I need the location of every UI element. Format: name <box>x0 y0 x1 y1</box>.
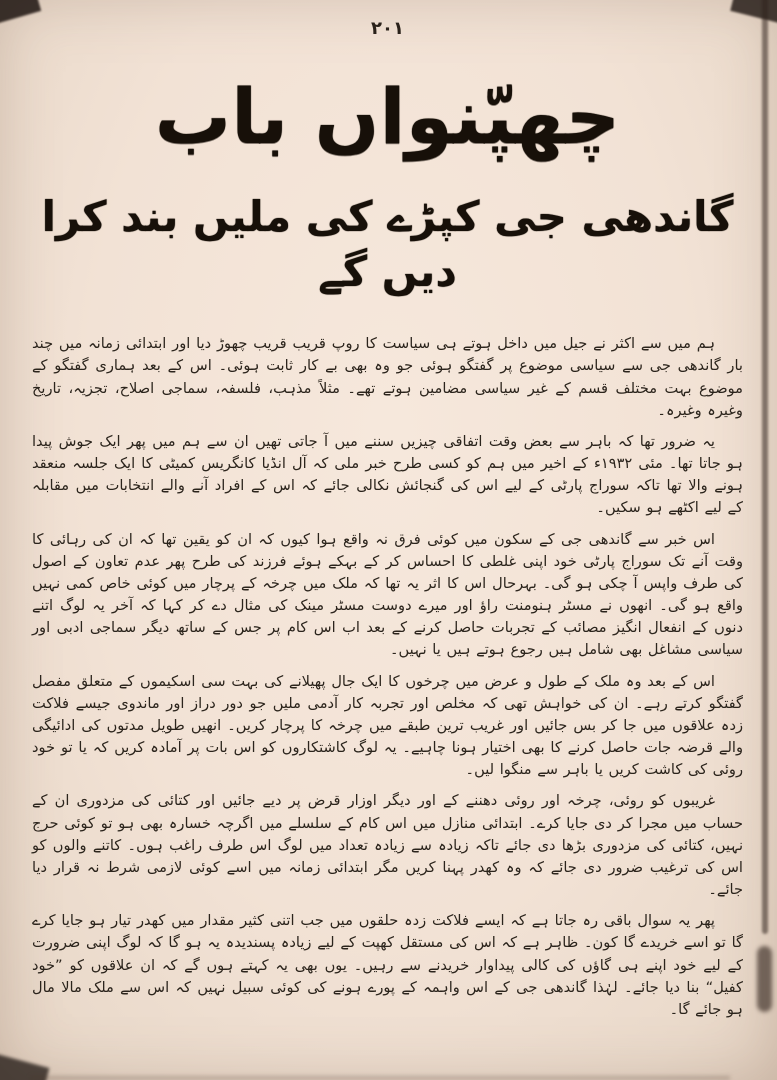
chapter-title: چھپّنواں باب <box>154 72 621 161</box>
paragraph-5: غریبوں کو روئی، چرخہ اور روئی دھننے کے اور دیگر اوزار قرض پر دیے جائیں اور کتائی کی مزدوری ان کے حساب میں مجرا کر دی جایا کرے۔ ابتدائی منازل میں اس کام کے سلسلے میں اگرچہ خسارہ بھی ہو تو کوئی حرج نہیں، کتائی کی مزدوری بڑھا دی جائے تاکہ زیادہ سے زیادہ تعداد میں لوگ اس طرف راغب ہوں۔ کاتنے والوں کو اس کی ترغیب ضرور دی جائے کہ وہ کھدر پہنا کریں مگر ابتدائی زمانہ میں اسے کوئی لازمی شرط نہ قرار دیا جائے۔ <box>32 792 743 899</box>
scan-artifact-right-edge <box>762 0 768 934</box>
page-number: ۲۰۱ <box>371 18 404 39</box>
paragraph-6: پھر یہ سوال باقی رہ جاتا ہے کہ ایسے فلاکت زدہ حلقوں میں جب اتنی کثیر مقدار میں کھدر تیار ہو جایا کرے گا تو اسے خریدے گا کون۔ ظاہر ہے کہ اس کی مستقل کھپت کے لیے زیادہ پسندیدہ یہ ہو گا کہ لوگ اپنی ضرورت کے لیے خود اپنے ہی گاؤں کی کالی پیداوار خریدنے سے رہیں۔ یوں بھی یہ کہتے ہوں گے کہ ان علاقوں کو ”خود کفیل“ بنا دیا جائے۔ لہٰذا گاندھی جی کے اس واہمہ کے پورے ہونے کی کوئی سبیل نہیں کہ اس سے ملک مالا مال ہو جائے گا۔ <box>32 912 743 1018</box>
body-text <box>32 333 743 1021</box>
paragraph-4: اس کے بعد وہ ملک کے طول و عرض میں چرخوں کا ایک جال پھیلانے کی بہت سی اسکیموں کے متعلق مفصل گفتگو کرتے رہے۔ ان کی خواہش تھی کہ مخلص اور تجربہ کار آدمی ملیں جو دور دراز اور ماندوی جیسے فلاکت زدہ علاقوں میں جا کر بس جائیں اور غریب ترین طبقے میں چرخہ کا پرچار کریں۔ انھیں طویل مدتوں کی ادائیگی والے قرضہ جات حاصل کرنے کا بھی اختیار ہونا چاہیے۔ یہ لوگ کاشتکاروں کو اس بات پر آمادہ کریں کہ یا تو خود روئی کی کاشت کریں یا باہر سے منگوا لیں۔ <box>32 672 743 779</box>
scan-artifact-bottom-edge <box>30 1076 730 1080</box>
chapter-subtitle: گاندھی جی کپڑے کی ملیں بند کرا دیں گے <box>41 192 734 296</box>
page-content <box>32 16 743 1062</box>
paragraph-3: اس خبر سے گاندھی جی کے سکون میں کوئی فرق نہ واقع ہوا کیوں کہ ان کو یقین تھا کہ ان کی رہائی کا وقت آنے تک سوراج پارٹی خود اپنی غلطی کا احساس کر کے بہکے ہوئے فرزند کی طرح پھر عدم تعاون کے اصول کی طرف واپس آ چکی ہو گی۔ بہرحال اس کا اثر یہ تھا کہ ملک میں چرخہ کے پرچار میں کوئی خاص کمی نہیں واقع ہو گی۔ انھوں نے مسٹر ہنومنت راؤ اور میرے دوست مسٹر مینک کی مثال دے کر کہا کہ آخر یہ لوگ اتنے دنوں کے انفعال انگیز مصائب کے تجربات حاصل کرنے کے بعد اب اس کام پر جس کے ساتھ دیگر سماجی ادبی اور سیاسی مشاغل بھی شامل ہیں رجوع ہوتے ہیں یا نہیں۔ <box>32 530 743 659</box>
scan-artifact-bottom-right <box>757 946 772 1012</box>
paragraph-1: ہم میں سے اکثر نے جیل میں داخل ہوتے ہی سیاست کا روپ قریب قریب چھوڑ دیا اور ابتدائی زمانہ میں چند بار گاندھی جی سے سیاسی موضوع پر گفتگو ہوئی جو وہ بھی بے کار ثابت ہوئی۔ اس کے بعد ہماری گفتگو کے موضوع بہت مختلف قسم کے غیر سیاسی مضامین ہوتے تھے۔ مثلاً مذہب، فلسفہ، سماجی اصلاح، تجزیہ، تاریخ وغیرہ وغیرہ۔ <box>32 335 743 419</box>
paragraph-2: یہ ضرور تھا کہ باہر سے بعض وقت اتفاقی چیزیں سننے میں آ جاتی تھیں ان سے ہم میں پھر ایک جوش پیدا ہو جاتا تھا۔ مئی ۱۹۳۲ء کے اخیر میں ہم کو کسی طرح خبر ملی کہ آل انڈیا کانگریس کمیٹی کا ایک جلسہ منعقد ہونے والا تھا تاکہ سوراج پارٹی کے لیے اس کی گنجائش نکالی جائے کہ اس کے افراد آنے والے انتخابات میں مقابلہ کے لیے اکٹھے ہو سکیں۔ <box>32 432 743 517</box>
